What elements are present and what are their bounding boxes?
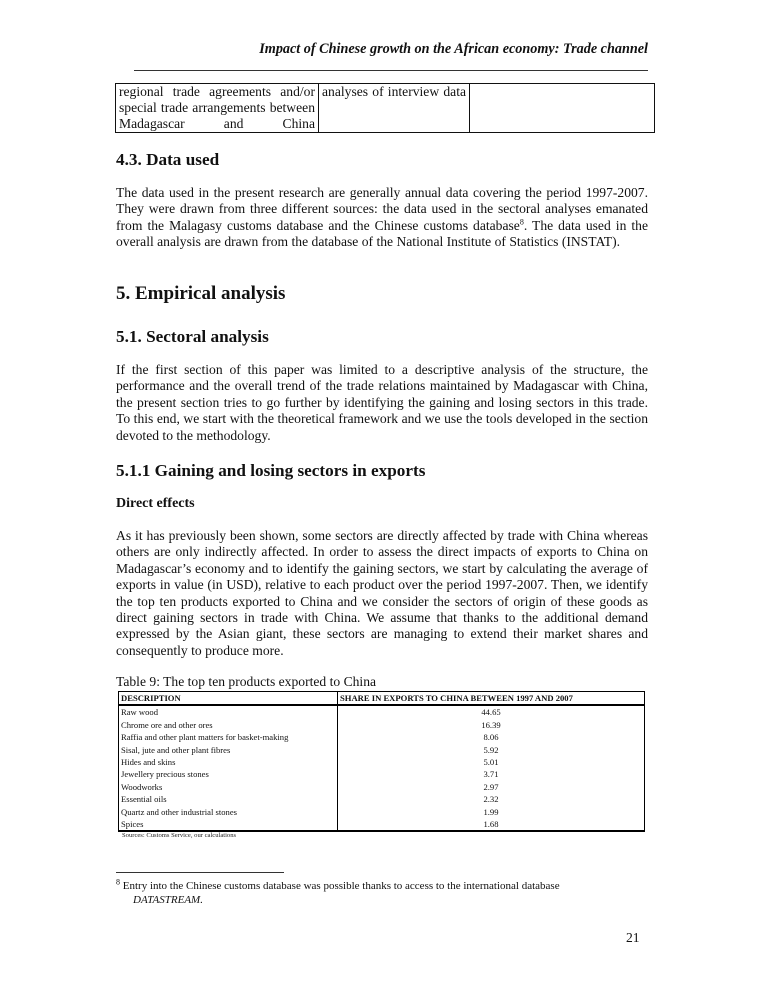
table-row (119, 731, 645, 743)
export-share: 5.92 (338, 744, 645, 756)
table-body (119, 705, 645, 831)
paragraph-data-used (116, 185, 648, 251)
product-description: Quartz and other industrial stones (119, 806, 338, 818)
product-description: Sisal, jute and other plant fibres (119, 744, 338, 756)
heading-empirical-analysis: 5. Empirical analysis (116, 283, 286, 304)
continued-method-table (115, 83, 655, 133)
export-share: 1.99 (338, 806, 645, 818)
heading-sectoral-analysis: 5.1. Sectoral analysis (116, 327, 269, 346)
table-row (119, 793, 645, 805)
export-share: 44.65 (338, 705, 645, 718)
footnote (116, 879, 648, 907)
table-row (119, 768, 645, 780)
table-header-row (119, 692, 645, 706)
table-cell (470, 84, 655, 133)
table-row (116, 84, 655, 133)
table-source: Sources: Customs Service, our calculations (122, 832, 237, 839)
export-share: 3.71 (338, 768, 645, 780)
table-cell (116, 84, 319, 133)
product-description: Jewellery precious stones (119, 768, 338, 780)
heading-gaining-losing: 5.1.1 Gaining and losing sectors in exports (116, 461, 426, 480)
export-share: 1.68 (338, 818, 645, 831)
cell-text: analyses of interview data (322, 84, 466, 99)
table-row (119, 744, 645, 756)
export-share: 2.97 (338, 781, 645, 793)
table-caption: Table 9: The top ten products exported to China (116, 674, 377, 689)
table-row (119, 781, 645, 793)
paragraph-text: The data used in the present research are generally annual data covering the period 1997-2007. They were drawn from three different sources: the data used in the sectoral analyses emanated from the Malagasy customs database and the Chinese customs database (116, 185, 648, 233)
header-rule (134, 70, 648, 71)
page-number: 21 (626, 930, 640, 945)
paragraph-text: . The data used in the overall analysis are drawn from the database of the National Institute of Statistics (INSTAT). (116, 217, 648, 250)
footnote-text: Entry into the Chinese customs database was possible thanks to access to the international database (120, 880, 560, 892)
footnote-ref: 8 (519, 217, 524, 227)
product-description: Woodworks (119, 781, 338, 793)
paragraph-sectoral-analysis: If the first section of this paper was limited to a descriptive analysis of the structure, the performance and the overall trend of the trade relations maintained by Madagascar with China, the present section tries to go further by identifying the gaining and losing sectors in this trade. To this end, we start with the theoretical framework and we use the tools developed in the section devoted to the methodology. (116, 362, 648, 443)
column-header-description: DESCRIPTION (119, 692, 338, 706)
paragraph-direct-effects: As it has previously been shown, some sectors are directly affected by trade with China whereas others are only indirectly affected. In order to assess the direct impacts of exports to China on Madagascar’s economy and to identify the gaining sectors, we start by calculating the average of exports in value (in USD), relative to each product over the period 1997-2007. Then, we identify the top ten products exported to China and we consider the sectors of origin of these goods as direct gaining sectors in trade with China. We assume that thanks to the additional demand expressed by the Asian giant, these sectors are managing to extend their market shares and consequently to produce more. (116, 528, 648, 658)
footnote-mark: 8 (116, 877, 120, 887)
product-description: Essential oils (119, 793, 338, 805)
export-share: 2.32 (338, 793, 645, 805)
heading-direct-effects: Direct effects (116, 496, 195, 511)
table-row (119, 705, 645, 718)
footnote-rule (116, 872, 284, 873)
table-row (119, 806, 645, 818)
export-share: 16.39 (338, 719, 645, 731)
product-description: Chrome ore and other ores (119, 719, 338, 731)
product-description: Raw wood (119, 705, 338, 718)
product-description: Hides and skins (119, 756, 338, 768)
cell-text: regional trade agreements and/or special trade arrangements between Madagascar and China (119, 84, 315, 131)
table-row (119, 756, 645, 768)
export-share: 8.06 (338, 731, 645, 743)
column-header-share: SHARE IN EXPORTS TO CHINA BETWEEN 1997 AND 2007 (338, 692, 645, 706)
top-ten-products-table (118, 691, 645, 832)
product-description: Spices (119, 818, 338, 831)
footnote-database: DATASTREAM. (133, 894, 203, 906)
heading-data-used: 4.3. Data used (116, 150, 220, 169)
table-row (119, 818, 645, 831)
table-cell (319, 84, 470, 133)
table-row (119, 719, 645, 731)
running-header: Impact of Chinese growth on the African economy: Trade channel (259, 41, 648, 57)
product-description: Raffia and other plant matters for basket-making (119, 731, 338, 743)
export-share: 5.01 (338, 756, 645, 768)
